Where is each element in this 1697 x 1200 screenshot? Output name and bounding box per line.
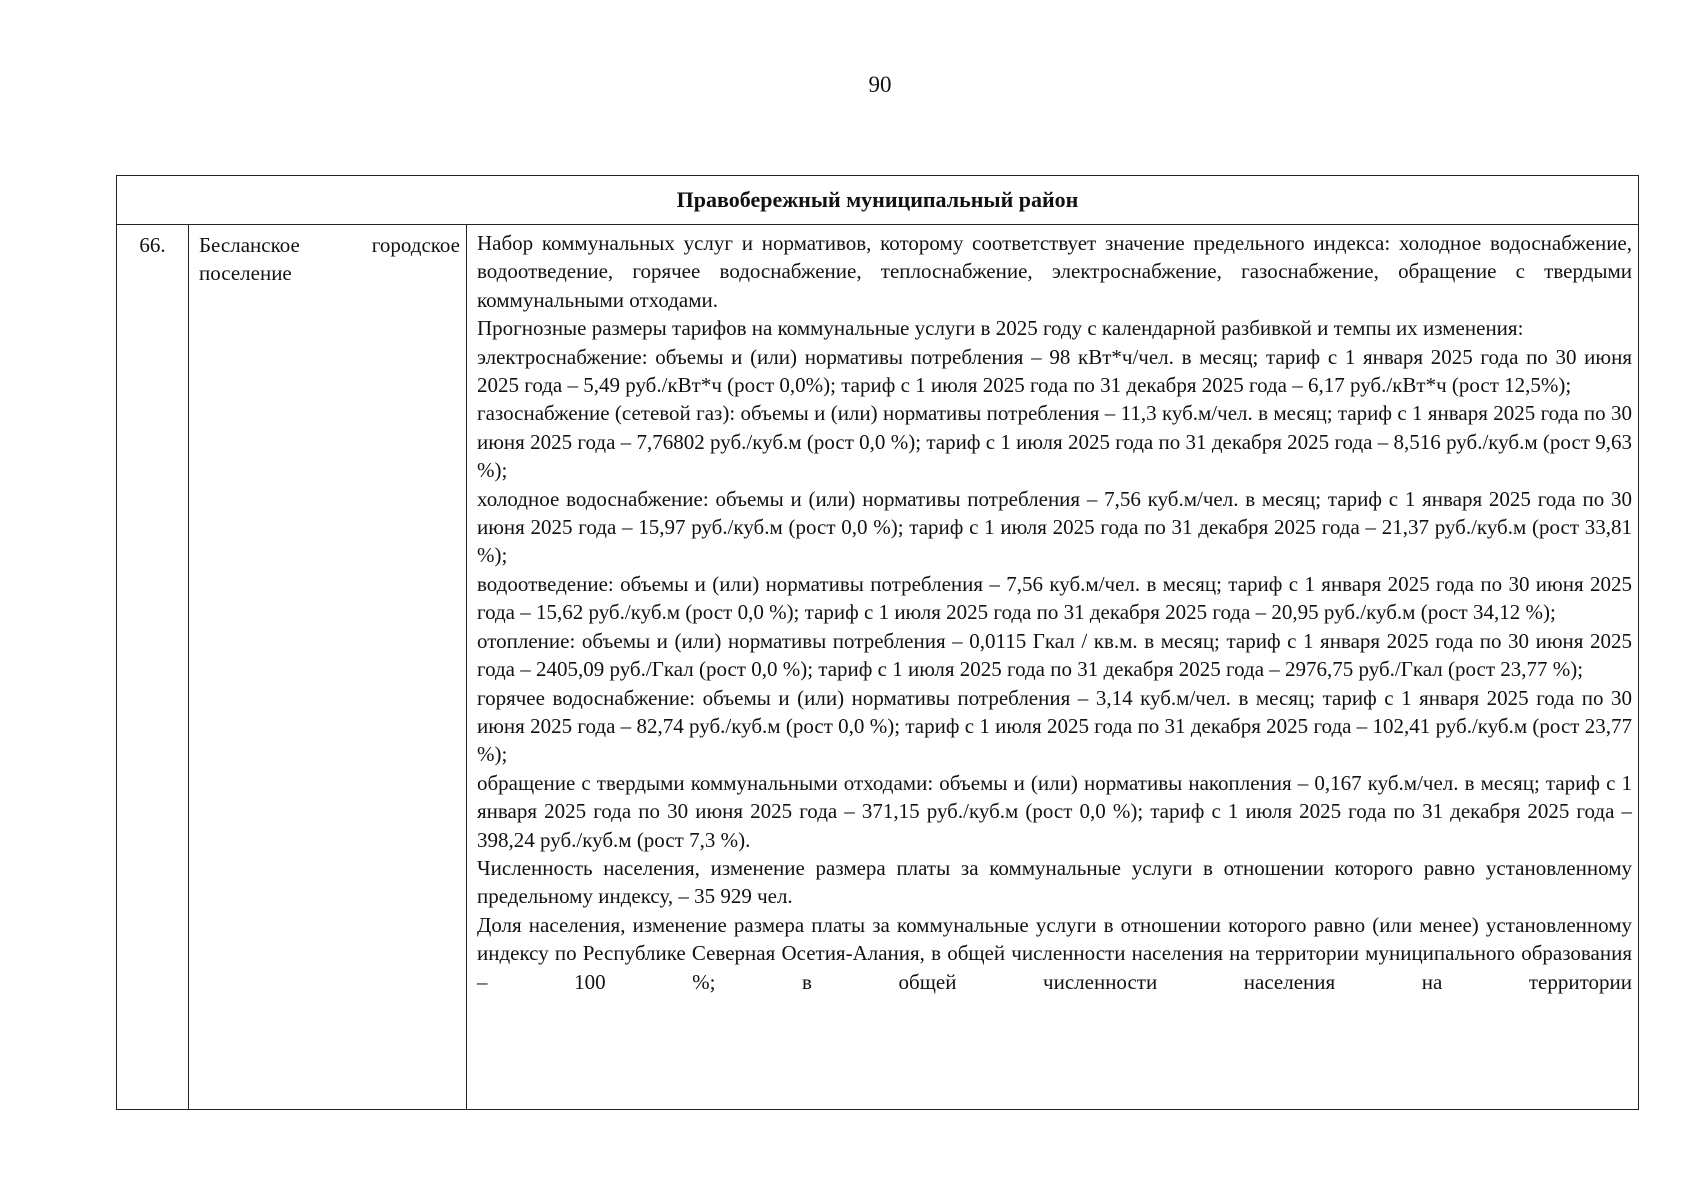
paragraph-population-share: Доля населения, изменение размера платы за коммунальные услуги в отношении которого равно (или менее) установленному индексу по Республике Северная Осетия-Алания, в общей численности населения на территории муниципального образования – 100 %; в общей численности населения на территории <box>477 912 1632 994</box>
paragraph-forecast-intro: Прогнозные размеры тарифов на коммунальные услуги в 2025 году с календарной разбивкой и темпы их изменения: <box>477 316 1524 341</box>
row-number: 66. <box>117 225 189 1110</box>
paragraph-sewerage: водоотведение: объемы и (или) нормативы потребления – 7,56 куб.м/чел. в месяц; тариф с 1 января 2025 года по 30 июня 2025 года – 15,62 руб./куб.м (рост 0,0 %); тариф с 1 июля 2025 года по 31 декабря 2025 года – 20,95 руб./куб.м (рост 34,12 %); <box>477 571 1632 625</box>
paragraph-hot-water: горячее водоснабжение: объемы и (или) нормативы потребления – 3,14 куб.м/чел. в месяц; тариф с 1 января 2025 года по 30 июня 2025 года – 82,74 руб./куб.м (рост 0,0 %); тариф с 1 июля 2025 года по 31 декабря 2025 года – 102,41 руб./куб.м (рост 23,77 %); <box>477 685 1632 767</box>
page-number: 90 <box>868 72 892 97</box>
settlement-name: Бесланское городское поселение <box>189 225 467 1110</box>
paragraph-population-count: Численность населения, изменение размера платы за коммунальные услуги в отношении которого равно установленному предельному индексу, – 35 929 чел. <box>477 855 1632 909</box>
tariff-table <box>116 175 1639 1110</box>
district-title: Правобережный муниципальный район <box>117 176 1639 225</box>
paragraph-electricity: электроснабжение: объемы и (или) нормативы потребления – 98 кВт*ч/чел. в месяц; тариф с 1 января 2025 года по 30 июня 2025 года – 5,49 руб./кВт*ч (рост 0,0%); тариф с 1 июля 2025 года по 31 декабря 2025 года – 6,17 руб./кВт*ч (рост 12,5%); <box>477 344 1632 398</box>
paragraph-solid-waste: обращение с твердыми коммунальными отходами: объемы и (или) нормативы накопления – 0,167 куб.м/чел. в месяц; тариф с 1 января 2025 года по 30 июня 2025 года – 371,15 руб./куб.м (рост 0,0 %); тариф с 1 июля 2025 года по 31 декабря 2025 года –398,24 руб./куб.м (рост 7,3 %). <box>477 770 1632 852</box>
district-header-row <box>117 176 1639 225</box>
paragraph-gas: газоснабжение (сетевой газ): объемы и (или) нормативы потребления – 11,3 куб.м/чел. в месяц; тариф с 1 января 2025 года по 30 июня 2025 года – 7,76802 руб./куб.м (рост 0,0 %); тариф с 1 июля 2025 года по 31 декабря 2025 года – 8,516 руб./куб.м (рост 9,63 %); <box>477 401 1632 483</box>
paragraph-services-set: Набор коммунальных услуг и нормативов, которому соответствует значение предельного индекса: холодное водоснабжение, водоотведение, горячее водоснабжение, теплоснабжение, электроснабжение, газоснабжение, обращение с твердыми коммунальными отходами. <box>477 231 1632 312</box>
table-row <box>117 225 1639 1110</box>
tariff-description <box>467 225 1639 1110</box>
paragraph-heating: отопление: объемы и (или) нормативы потребления – 0,0115 Гкал / кв.м. в месяц; тариф с 1 января 2025 года по 30 июня 2025 года – 2405,09 руб./Гкал (рост 0,0 %); тариф с 1 июля 2025 года по 31 декабря 2025 года – 2976,75 руб./Гкал (рост 23,77 %); <box>477 628 1632 682</box>
paragraph-cold-water: холодное водоснабжение: объемы и (или) нормативы потребления – 7,56 куб.м/чел. в месяц; тариф с 1 января 2025 года по 30 июня 2025 года – 15,97 руб./куб.м (рост 0,0 %); тариф с 1 июля 2025 года по 31 декабря 2025 года – 21,37 руб./куб.м (рост 33,81 %); <box>477 486 1632 568</box>
